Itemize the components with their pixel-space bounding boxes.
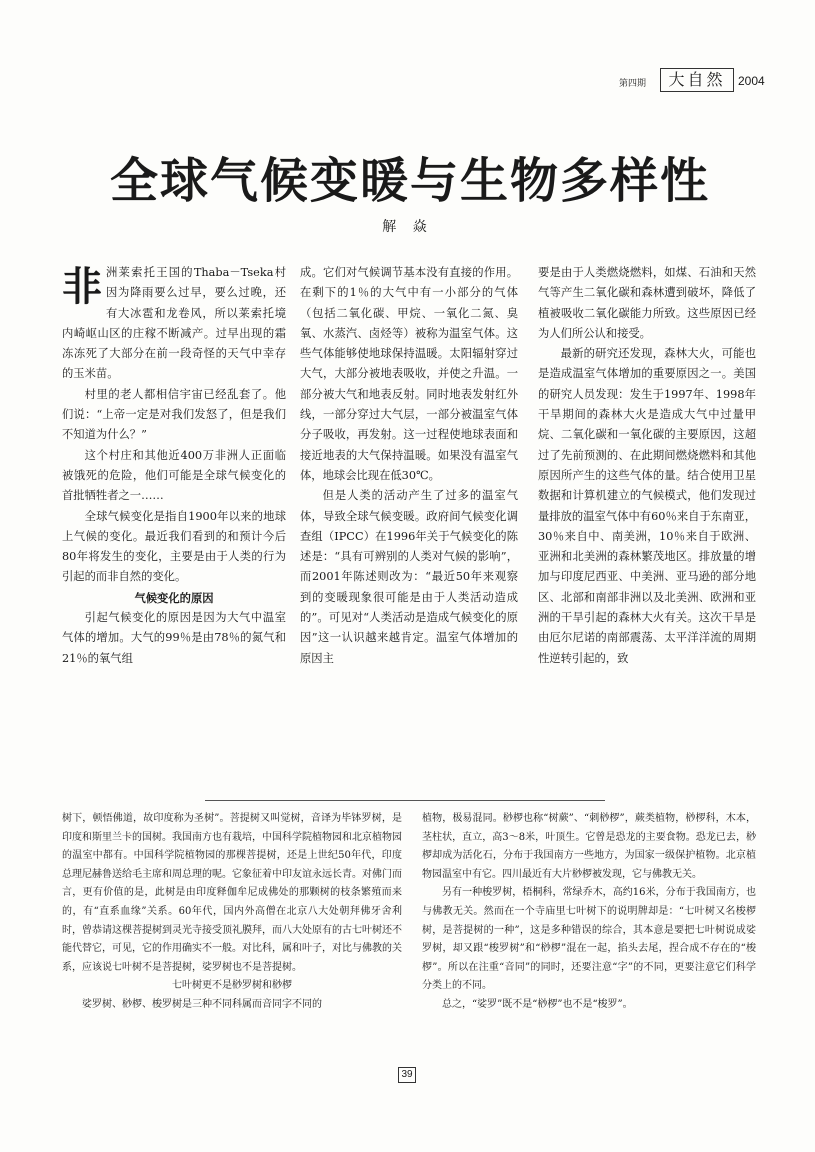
paragraph — [62, 263, 286, 385]
paragraph: 最新的研究还发现，森林大火，可能也是造成温室气体增加的重要原因之一。美国的研究人员发现：发生于1997年、1998年干旱期间的森林大火是造成大气中过量甲烷、二氧化碳和一氧化碳的主要原因，这超过了先前预测的、在此期间燃烧燃料和其他原因所产生的这些气体的量。结合使用卫星数据和计算机建立的气候模式，他们发现过量排放的温室气体中有60％来自于东南亚，30％来自中、南美洲，10％来自于欧洲、亚洲和北美洲的森林繁茂地区。排放量的增加与印度尼西亚、中美洲、亚马逊的部分地区、北部和南部非洲以及北美洲、欧洲和亚洲的干旱引起的森林大火有关。这次干旱是由厄尔尼诺的南部震荡、太平洋洋流的周期性逆转引起的，致 — [538, 347, 756, 665]
section-heading: 气候变化的原因 — [134, 590, 214, 605]
issue-year: 2004 — [738, 74, 765, 88]
paragraph: 全球气候变化是指自1900年以来的地球上气候的变化。最近我们看到的和预计今后80年将发生的变化，主要是由于人类的行为引起的而非自然的变化。 — [62, 509, 286, 584]
article-author: 解 焱 — [382, 219, 433, 235]
column-2 — [300, 263, 518, 669]
paragraph-text: 洲莱索托王国的Thaba－Tseka村因为降雨要么过早，要么过晚，还有大冰雹和龙卷风，所以莱索托境内崎岖山区的庄稼不断减产。过早出现的霜冻冻死了大部分在前一段奇怪的天气中幸存的玉米苗。 — [62, 266, 286, 381]
subsection-heading: 七叶树更不是桫罗树和桫椤 — [172, 980, 292, 992]
page-number: 39 — [398, 1067, 416, 1083]
column-1 — [62, 263, 286, 669]
paragraph: 要是由于人类燃烧燃料，如煤、石油和天然气等产生二氧化碳和森林遭到破坏，降低了植被吸收二氧化碳能力所致。这些原因已经为人们所公认和接受。 — [538, 266, 756, 340]
paragraph: 成。它们对气候调节基本没有直接的作用。在剩下的1％的大气中有一小部分的气体（包括二氧化碳、甲烷、一氧化二氮、臭氧、水蒸汽、卤烃等）被称为温室气体。这些气体能够使地球保持温暖。太阳辐射穿过大气，大部分被地表吸收，并使之升温。一部分被大气和地表反射。同时地表发射红外线，一部分穿过大气层，一部分被温室气体分子吸收，再发射。这一过程使地球表面和接近地表的大气保持温暖。如果没有温室气体，地球会比现在低30℃。 — [300, 266, 518, 482]
paragraph: 植物，极易混同。桫椤也称“树蕨”、“刺桫椤”，蕨类植物，桫椤科，木本，茎柱状，直立，高3～8米，叶顶生。它曾是恐龙的主要食物。恐龙已去，桫椤却成为活化石，分布于我国南方一些地方，为国家一级保护植物。北京植物园温室中有它。四川最近有大片桫椤被发现，它与佛教无关。 — [422, 813, 756, 880]
section-divider — [205, 800, 605, 801]
paragraph: 娑罗树、桫椤、梭罗树是三种不同科属而音同字不同的 — [82, 998, 322, 1010]
paragraph: 但是人类的活动产生了过多的温室气体，导致全球气候变暖。政府间气候变化调查组（IPCC）在1996年关于气候变化的陈述是：“具有可辨别的人类对气候的影响”，而2001年陈述则改为：“最近50年来观察到的变暖现象很可能是由于人类活动造成的”。可见对“人类活动是造成气候变化的原因”这一认识越来越肯定。温室气体增加的原因主 — [300, 489, 518, 665]
paragraph: 这个村庄和其他近400万非洲人正面临被饿死的危险，他们可能是全球气候变化的首批牺牲者之一…… — [62, 448, 286, 503]
article-title: 全球气候变暖与生物多样性 — [109, 153, 710, 209]
column-3 — [538, 263, 756, 669]
drop-cap: 非 — [62, 263, 102, 310]
paragraph: 引起气候变化的原因是因为大气中温室气体的增加。大气的99％是由78％的氮气和21％的氧气组 — [62, 611, 286, 665]
magazine-name: 大自然 — [660, 68, 734, 92]
bottom-column-right — [422, 810, 756, 1015]
paragraph: 树下，顿悟佛道，故印度称为圣树”。菩提树又叫觉树，音译为毕钵罗树，是印度和斯里兰卡的国树。我国南方也有栽培，中国科学院植物园和北京植物园的温室中都有。中国科学院植物园的那棵菩提树，还是上世纪50年代，印度总理尼赫鲁送给毛主席和周总理的呢。它象征着中印友谊永远长青。对佛门而言，更有价值的是，此树是由印度释伽牟尼成佛处的那颗树的枝条繁殖而来的，有“直系血缘”关系。60年代，国内外高僧在北京八大处朝拜佛牙舍利时，曾恭请这棵菩提树到灵光寺接受顶礼膜拜，而八大处原有的古七叶树还不能代替它，可见，它的作用确实不一般。对比科，属和叶子，对比与佛教的关系，应该说七叶树不是菩提树，娑罗树也不是菩提树。 — [62, 813, 402, 973]
paragraph: 村里的老人都相信宇宙已经乱套了。他们说：“上帝一定是对我们发怒了，但是我们不知道为什么？” — [62, 387, 286, 442]
paragraph: 总之，“娑罗”既不是“桫椤”也不是“梭罗”。 — [442, 998, 633, 1010]
issue-label: 第四期 — [619, 79, 647, 89]
bottom-column-left — [62, 810, 402, 1015]
paragraph: 另有一种梭罗树，梧桐科，常绿乔木，高约16米，分布于我国南方，也与佛教无关。然而在一个寺庙里七叶树下的说明牌却是：“七叶树又名梭椤树，是菩提树的一种”，这是多种错误的综合，其本意是要把七叶树说成娑罗树，却又跟“梭罗树”和“桫椤”混在一起，掐头去尾，捏合成不存在的“梭椤”。所以在注重“音同”的同时，还要注意“字”的不同，更要注意它们科学分类上的不同。 — [422, 887, 756, 992]
